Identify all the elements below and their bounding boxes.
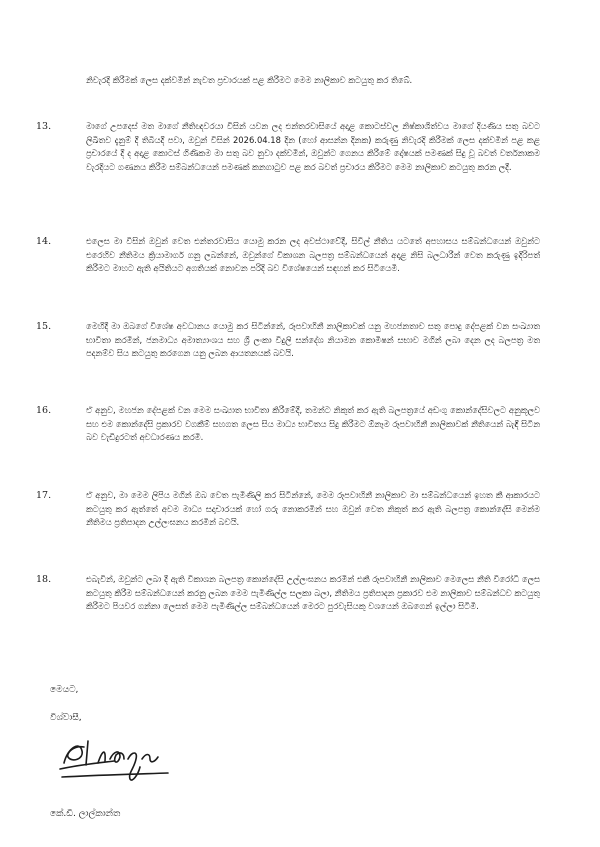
paragraph-number: 13. (36, 121, 52, 132)
paragraph-15 (36, 320, 540, 361)
salutation: මෙයට, (50, 685, 79, 695)
paragraph-text: එබැවින්, ඔවුන්ට ලබා දී ඇති විකාශන බලපත්‍ර කොන්දේසි උල්ලංඝනය කරමින් එකී රූපවාහිනී නාලිකාව මෙලෙස නීති විරෝධී ලෙස කටයුතු කිරීම සම්බන්ධයෙන් කරනු ලබන මෙම පැමිණිල්ල සලකා බලා, නීතිමය ප්‍රතිපාදන ප්‍රකාරව එම නාලිකාව සම්බන්ධව කටයුතු කිරීමට පියවර ගන්නා ලෙසත් මෙම පැමිණිල්ල සම්බන්ධයෙන් මෙරට පුරවැසියකු වශයෙන් ඔබගෙන් ඉල්ලා සිටිමි. (86, 574, 540, 612)
signatory-name: කේ.ඩී. ලාල්කාන්ත (50, 809, 121, 819)
paragraph-number: 17. (36, 490, 52, 501)
paragraph-text: මාගේ උපදෙස් මත මාගේ නීතිඥවරයා විසින් යවන ලද එන්තරවාසියේ අදාළ කොටස්වල නිෂ්කාශිත්වය මාගේ දියණිය සතු බවට ලිඛිතව දැනුම් දී තිබියදී පවා, ඔවුන් විසින් 2026.04.18 දින (හෝ ආසන්න දිනක) කරුණු නිවැරදි කිරීමක් ලෙස දක්වමින් පළ කළ ප්‍රචාරයේ දී ද අදාළ කොටස් ගිණිකම මා සතු බව නුවා දක්වමින්, ඔවුන්ට ගෙනය කිරීමේ දෝෂයක් පමණක් සිදු වූ බවත් වර්තනාකම වැරදියට ගණනය කිරීම සම්බන්ධයෙන් පමණක් කනගාටුව පළ කර බවත් ප්‍රචාරය කිරීමට මෙම නාලිකාව කටයුතු කරන ලදී. (86, 121, 540, 172)
paragraph-text: මෙහිදී මා ඔබගේ විශේෂ අවධානය යොමු කර සිටින්නේ, රූපවාහිනී නාලිකාවක් යනු මහජනතාව සතු පොදු දේපළක් වන සංඛ්‍යාත භාවිතා කරමින්, ජනමාධ්‍ය අමාත්‍යාංශය සහ ශ්‍රී ලංකා විදුලි සන්දේශ නියාමන කොමිෂන් සභාව මගින් ලබා දෙන ලද බලපත්‍ර මත පදනම්ව සිය කටයුතු කරගෙන යනු ලබන ආයතනයක් බවයි. (86, 321, 540, 359)
continuation-text: නිවැරදි කිරීමක් ලෙස දක්වමින් නැවත ප්‍රචාරයක් පළ කිරීමට මෙම නාලිකාව කටයුතු කර තිබේ. (86, 75, 413, 85)
paragraph-text: එලෙස මා විසින් ඔවුන් වෙත එන්තරවාසිය යොමු කරන ලද අවස්ථාවේදී, සිවිල් නීතිය යටතේ අපහාසය සම්බන්ධයෙන් ඔවුන්ට එරෙහිව නීතිමය ක්‍රියාමාර්ග ගනු ලබන්නේ, ඔවුන්ගේ විකාශන බලපත්‍ර සම්බන්ධයෙන් අදාළ නිසි බලධාරීන් වෙත කරුණු ඉදිරිපත් කිරීමට මාහට ඇති අයිතියට අගතියක් නොවන පරිදි බව විශේෂයෙන් සඳහන් කර සිටියෙමි. (86, 236, 540, 274)
paragraph-14 (36, 235, 540, 276)
paragraph-number: 18. (36, 574, 52, 585)
paragraph-number: 16. (36, 405, 52, 416)
paragraph-text: ඒ අනුව, මා මෙම ලිපිය මගින් ඔබ වෙත පැමිණිලි කර සිටින්නේ, මෙම රූපවාහිනී නාලිකාව මා සම්බන්ධයෙන් ඉහත කී ආකාරයට කටයුතු කර ඇත්තේ අවම මාධ්‍ය සදාචාරයක් හෝ ගරු නොකරමින් සහ ඔවුන් වෙත නිකුත් කර ඇති බලපත්‍ර කොන්දේසි මෙන්ම නීතිමය ප්‍රතිපාදන උල්ලංඝනය කරමින් බවයි. (86, 490, 540, 528)
paragraph-18 (36, 573, 540, 614)
sincerely: විශ්වාසී, (50, 713, 82, 723)
paragraph-text: ඒ අනුව, මහජන දේපළක් වන මෙම සංඛ්‍යාත භාවිතා කිරීමේදී, තමන්ට නිකුත් කර ඇති බලපත්‍රයේ අඩංගු කොන්දේසිවලට අනුකූලව සහ එම කොන්දේසි ප්‍රකාරව වගකීම් සහගත ලෙස සිය මාධ්‍ය භාවිතය සිදු කිරීමට ඕනෑම රූපවාහිනී නාලිකාවක් නීතියෙන් බැඳී සිටින බව වැඩිදුරටත් අවධාරණය කරමි. (86, 405, 540, 443)
paragraph-number: 15. (36, 321, 52, 332)
paragraph-16 (36, 404, 540, 445)
signature (58, 729, 198, 785)
paragraph-17 (36, 489, 540, 530)
paragraph-13 (36, 120, 540, 174)
paragraph-number: 14. (36, 236, 52, 247)
